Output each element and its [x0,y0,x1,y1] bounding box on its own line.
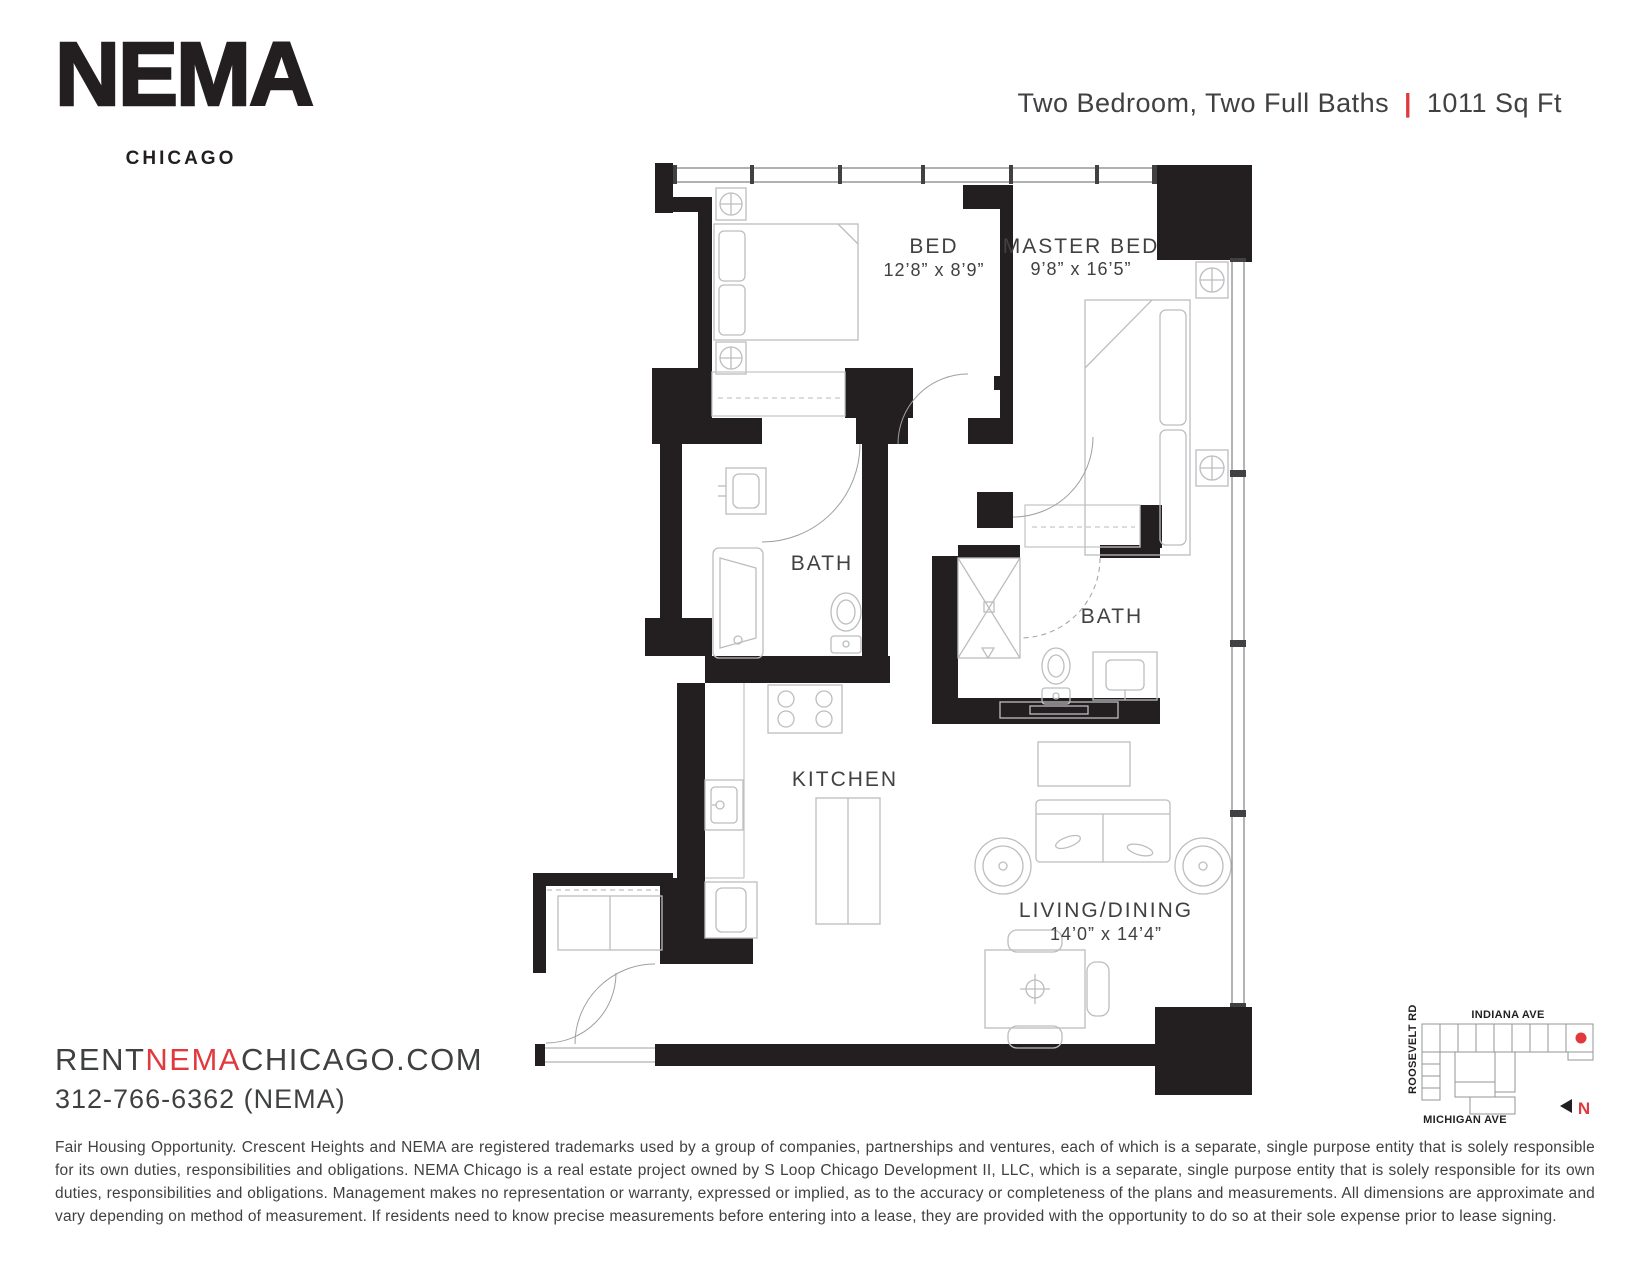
site-locator-map [1400,1002,1610,1127]
bed-furniture [714,224,858,340]
room-dims-bed: 12’8” x 8’9” [883,260,985,280]
unit-type-title: Two Bedroom, Two Full Baths [1017,88,1390,118]
bathtub [713,548,763,658]
street-label-left: ROOSEVELT RD [1407,1004,1419,1094]
sofa [1036,800,1170,862]
range-stove [768,685,842,733]
nightstand-fixture [716,342,746,374]
coffee-table [1038,742,1130,786]
phone-number: 312-766-6362 (NEMA) [55,1084,346,1114]
room-dims-living-dining: 14’0” x 14’4” [1049,924,1163,944]
washer-dryer [547,890,662,950]
walls [533,163,1252,1095]
master-bed-furniture [1085,300,1190,555]
nema-logo: NEMA [55,25,312,125]
north-arrow-icon [1560,1099,1572,1113]
room-labels [791,235,1193,944]
room-dims-master-bed: 9’8” x 16’5” [1030,259,1132,279]
room-label-bath2: BATH [1080,605,1144,628]
north-label: N [1577,1099,1591,1118]
hvac-fixture [1196,262,1228,298]
street-label-bottom: MICHIGAN AVE [1423,1114,1507,1126]
bath2-vanity [1093,652,1157,700]
kitchen-island [816,798,880,924]
room-label-master-bed: MASTER BED [1002,235,1160,258]
entry-door-arc [575,964,655,1044]
hvac-fixture [1196,450,1228,486]
website-brand: NEMA [145,1042,241,1077]
floorplan-drawing [520,148,1265,1108]
round-chair [1175,838,1231,894]
header-divider: | [1404,88,1412,118]
room-label-living-dining: LIVING/DINING [1018,899,1194,922]
unit-header [1017,88,1562,119]
toilet [1042,648,1070,704]
toilet [831,593,861,653]
refrigerator [705,882,757,938]
room-label-bath1: BATH [790,552,854,575]
bed-closet [712,372,845,416]
unit-location-dot [1576,1033,1587,1044]
website-prefix: RENT [55,1042,146,1077]
unit-area: 1011 Sq Ft [1426,88,1562,118]
bath1-sink [718,468,766,514]
bath1-door-arc [762,444,860,542]
street-label-top: INDIANA AVE [1471,1009,1545,1021]
kitchen-sink [705,780,743,830]
room-label-bed: BED [909,235,959,258]
room-label-kitchen: KITCHEN [791,768,899,791]
fair-housing-disclaimer: Fair Housing Opportunity. Crescent Heights and NEMA are registered trademarks used by a group of companies, partnerships and ventures, each of which is a separate, single purpose entity that is solely responsible for its own duties, responsibilities and obligations. NEMA Chicago is a real estate project owned by S Loop Chicago Development II, LLC, which is a separate, single purpose entity that is solely responsible for its own duties, responsibilities and obligations. Management makes no representation or warranty, expressed or implied, as to the accuracy or completeness of the plans and measurements. All dimensions are approximate and vary depending on method of measurement. If residents need to know precise measurements before entering into a lease, they are provided with the opportunity to do so at their sole expense prior to lease signing. [55,1139,1595,1225]
logo-city-label: CHICAGO [125,148,237,169]
entry-closet-door-arc [546,973,616,1043]
shower [958,558,1020,658]
nightstand-fixture [716,188,746,220]
window-mullions [673,165,1246,1007]
dining-table [985,930,1109,1048]
round-chair [975,838,1031,894]
website-url [55,1042,483,1078]
website-suffix: CHICAGO.COM [240,1042,484,1077]
building-outline [1422,1024,1593,1114]
